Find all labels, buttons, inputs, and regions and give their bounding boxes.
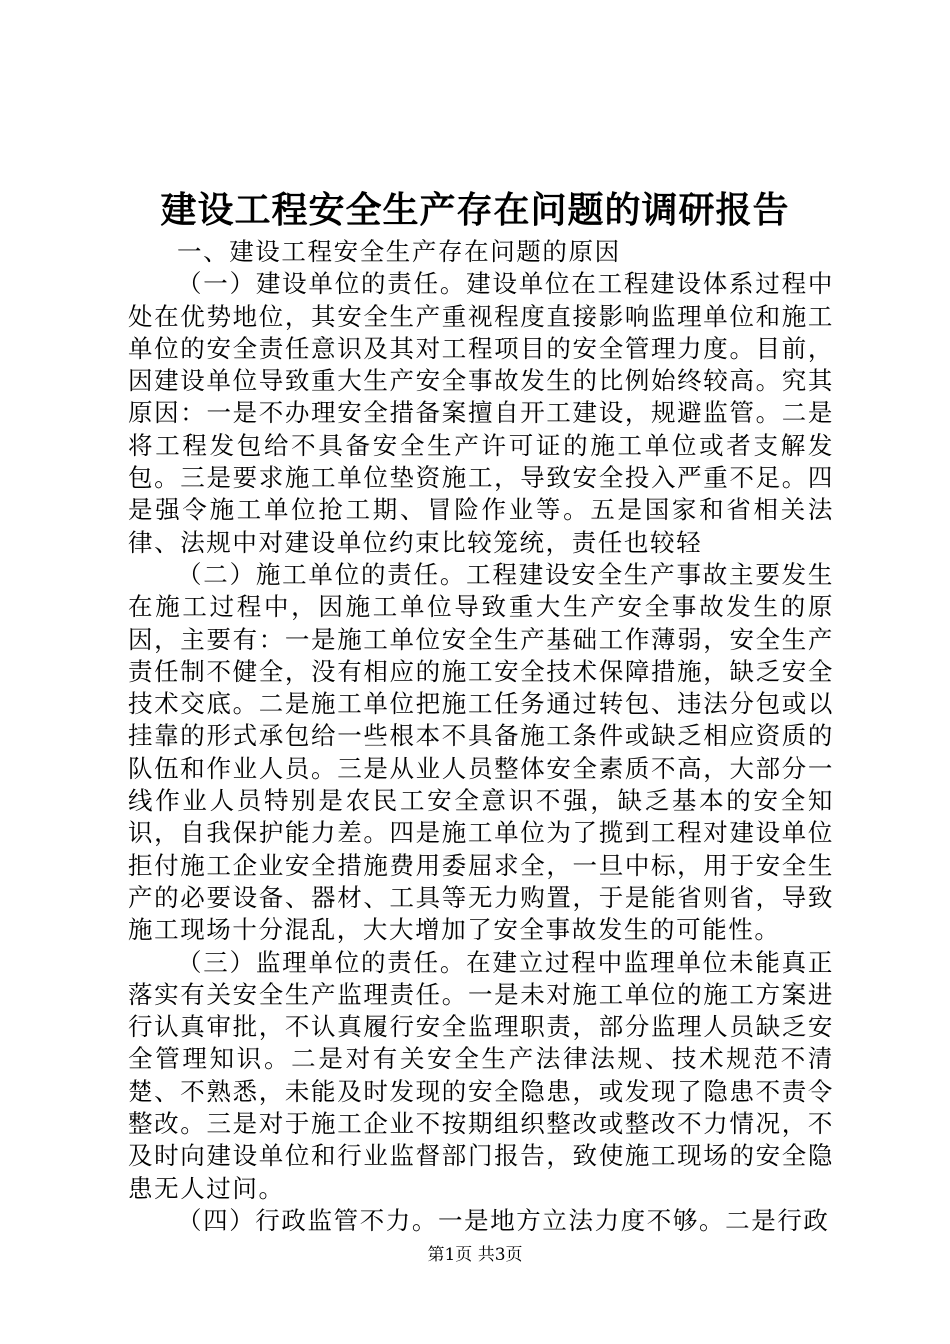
paragraph-supervision-unit: （三）监理单位的责任。在建立过程中监理单位未能真正落实有关安全生产监理责任。一是未对施工单位的施工方案进行认真审批，不认真履行安全监理职责，部分监理人员缺乏安全管理知识。二是对有关安全生产法律法规、技术规范不清楚、不熟悉，未能及时发现的安全隐患，或发现了隐患不责令整改。三是对于施工企业不按期组织整改或整改不力情况，不及时向建设单位和行业监督部门报告，致使施工现场的安全隐患无人过问。 bbox=[128, 947, 834, 1203]
section-heading: 一、建设工程安全生产存在问题的原因 bbox=[177, 237, 621, 266]
paragraph-administrative-supervision: （四）行政监管不力。一是地方立法力度不够。二是行政 bbox=[177, 1205, 830, 1235]
paragraph-contractor-unit: （二）施工单位的责任。工程建设安全生产事故主要发生在施工过程中，因施工单位导致重大生产安全事故发生的原因，主要有：一是施工单位安全生产基础工作薄弱，安全生产责任制不健全，没有相应的施工安全技术保障措施，缺乏安全技术交底。二是施工单位把施工任务通过转包、违法分包或以挂靠的形式承包给一些根本不具备施工条件或缺乏相应资质的队伍和作业人员。三是从业人员整体安全素质不高，大部分一线作业人员特别是农民工安全意识不强，缺乏基本的安全知识，自我保护能力差。四是施工单位为了揽到工程对建设单位拒付施工企业安全措施费用委屈求全，一旦中标，用于安全生产的必要设备、器材、工具等无力购置，于是能省则省，导致施工现场十分混乱，大大增加了安全事故发生的可能性。 bbox=[128, 559, 834, 945]
paragraph-construction-unit: （一）建设单位的责任。建设单位在工程建设体系过程中处在优势地位，其安全生产重视程度直接影响监理单位和施工单位的安全责任意识及其对工程项目的安全管理力度。目前，因建设单位导致重大生产安全事故发生的比例始终较高。究其原因：一是不办理安全措备案擅自开工建设，规避监管。二是将工程发包给不具备安全生产许可证的施工单位或者支解发包。三是要求施工单位垫资施工，导致安全投入严重不足。四是强令施工单位抢工期、冒险作业等。五是国家和省相关法律、法规中对建设单位约束比较笼统，责任也较轻 bbox=[128, 269, 834, 557]
page-footer: 第1页 共3页 bbox=[427, 1245, 523, 1265]
document-title: 建设工程安全生产存在问题的调研报告 bbox=[160, 189, 790, 231]
document-body bbox=[128, 236, 834, 1237]
